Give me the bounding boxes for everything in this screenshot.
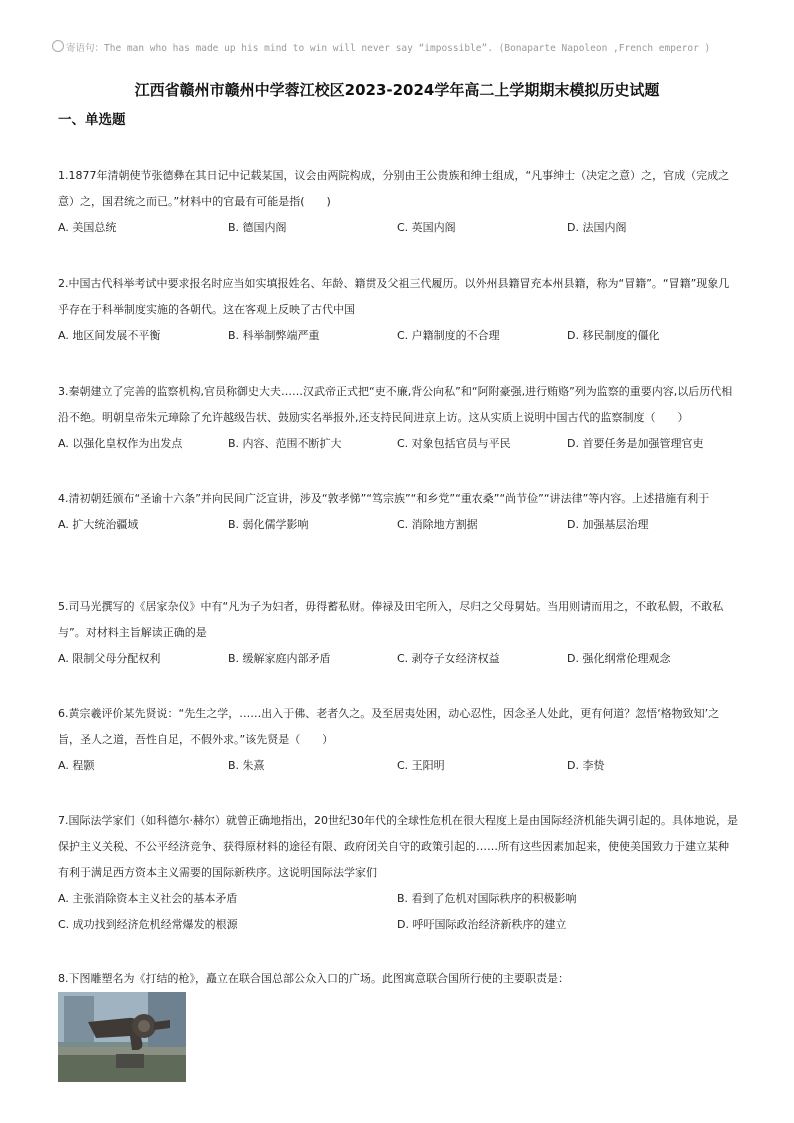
option-c[interactable]: C. 剥夺子女经济权益 [397, 652, 500, 665]
option-b[interactable]: B. 看到了危机对国际秩序的积极影响 [397, 892, 577, 905]
option-c[interactable]: C. 户籍制度的不合理 [397, 329, 500, 342]
options-row [58, 912, 738, 938]
option-a[interactable]: A. 程颢 [58, 759, 95, 772]
option-d[interactable]: D. 移民制度的僵化 [567, 329, 660, 342]
knotted-gun-image [58, 992, 186, 1082]
option-a[interactable]: A. 扩大统治疆域 [58, 518, 139, 531]
question-stem: 8.下图雕塑名为《打结的枪》，矗立在联合国总部公众入口的广场。此图寓意联合国所行使的主要职责是： [58, 972, 569, 985]
motto-icon [52, 40, 64, 52]
options-row [58, 646, 738, 672]
question-stem: 6.黄宗羲评价某先贤说：“先生之学，……出入于佛、老者久之。及至居夷处困，动心忍性，因念圣人处此，更有何道？忽悟‘格物致知’之旨，圣人之道，吾性自足，不假外求。”该先贤是（ ） [58, 707, 720, 746]
question-8 [58, 966, 738, 992]
option-b[interactable]: B. 内容、范围不断扩大 [228, 437, 342, 450]
option-d[interactable]: D. 李贽 [567, 759, 605, 772]
question-4 [58, 486, 738, 538]
option-a[interactable]: A. 美国总统 [58, 221, 117, 234]
question-6 [58, 701, 738, 779]
option-b[interactable]: B. 朱熹 [228, 759, 265, 772]
options-row [58, 323, 738, 349]
question-stem: 5.司马光撰写的《居家杂仪》中有“凡为子为妇者，毋得蓄私财。俸禄及田宅所入，尽归之父母舅姑。当用则请而用之，不敢私假，不敢私与”。对材料主旨解读正确的是 [58, 600, 724, 639]
question-3 [58, 379, 738, 457]
question-stem: 1.1877年清朝使节张德彝在其日记中记载某国，议会由两院构成，分别由王公贵族和绅士组成，“凡事绅士（决定之意）之，官成（完成之意）之，国君统之而已。”材料中的官最有可能是指( ) [58, 169, 730, 208]
options-row [58, 886, 738, 912]
question-5 [58, 594, 738, 672]
option-d[interactable]: D. 加强基层治理 [567, 518, 649, 531]
question-stem: 3.秦朝建立了完善的监察机构,官员称御史大夫……汉武帝正式把“吏不廉,背公向私”和“阿附豪强,进行贿赂”列为监察的重要内容,以后历代相沿不绝。明朝皇帝朱元璋除了允许越级告状、鼓励实名举报外,还支持民间进京上访。这从实质上说明中国古代的监察制度（ ） [58, 385, 733, 424]
question-stem: 7.国际法学家们（如科德尔·赫尔）就曾正确地指出，20世纪30年代的全球性危机在很大程度上是由国际经济机能失调引起的。具体地说，是保护主义关税、不公平经济竞争、获得原材料的途径有限、政府闭关自守的政策引起的……所有这些因素加起来，使使美国致力于建立某种有利于满足西方资本主义需要的国际新秩序。这说明国际法学家们 [58, 814, 738, 879]
option-a[interactable]: A. 以强化皇权作为出发点 [58, 437, 183, 450]
option-b[interactable]: B. 弱化儒学影响 [228, 518, 309, 531]
option-b[interactable]: B. 科举制弊端严重 [228, 329, 320, 342]
option-a[interactable]: A. 地区间发展不平衡 [58, 329, 161, 342]
question-7 [58, 808, 738, 938]
option-c[interactable]: C. 成功找到经济危机经常爆发的根源 [58, 918, 238, 931]
option-d[interactable]: D. 首要任务是加强管理官吏 [567, 437, 704, 450]
option-b[interactable]: B. 缓解家庭内部矛盾 [228, 652, 331, 665]
question-2 [58, 271, 738, 349]
motto-text: 寄语句：The man who has made up his mind to win will never say “impossible”. (Bonaparte Napoleon ,French emperor ) [66, 43, 711, 54]
options-row [58, 431, 738, 457]
knotted-gun-sculpture-photo [58, 992, 186, 1082]
option-d[interactable]: D. 法国内阁 [567, 221, 627, 234]
option-b[interactable]: B. 德国内阁 [228, 221, 287, 234]
page-title: 江西省赣州市赣州中学蓉江校区2023-2024学年高二上学期期末模拟历史试题 [134, 81, 660, 99]
question-stem: 2.中国古代科举考试中要求报名时应当如实填报姓名、年龄、籍贯及父祖三代履历。以外州县籍冒充本州县籍，称为“冒籍”。“冒籍”现象几乎存在于科举制度实施的各朝代。这在客观上反映了古代中国 [58, 277, 730, 316]
option-c[interactable]: C. 王阳明 [397, 759, 445, 772]
option-c[interactable]: C. 消除地方割据 [397, 518, 478, 531]
option-d[interactable]: D. 呼吁国际政治经济新秩序的建立 [397, 918, 567, 931]
options-row [58, 215, 738, 241]
options-row [58, 753, 738, 779]
question-1 [58, 163, 738, 241]
option-c[interactable]: C. 英国内阁 [397, 221, 456, 234]
options-row [58, 512, 738, 538]
question-stem: 4.清初朝廷颁布“圣谕十六条”并向民间广泛宣讲，涉及“敦孝悌”“笃宗族”“和乡党”“重农桑”“尚节俭”“讲法律”等内容。上述措施有利于 [58, 492, 710, 505]
motto-line [52, 40, 772, 54]
option-a[interactable]: A. 主张消除资本主义社会的基本矛盾 [58, 892, 238, 905]
option-d[interactable]: D. 强化纲常伦理观念 [567, 652, 671, 665]
section-heading: 一、单选题 [58, 112, 126, 128]
option-c[interactable]: C. 对象包括官员与平民 [397, 437, 511, 450]
option-a[interactable]: A. 限制父母分配权利 [58, 652, 161, 665]
